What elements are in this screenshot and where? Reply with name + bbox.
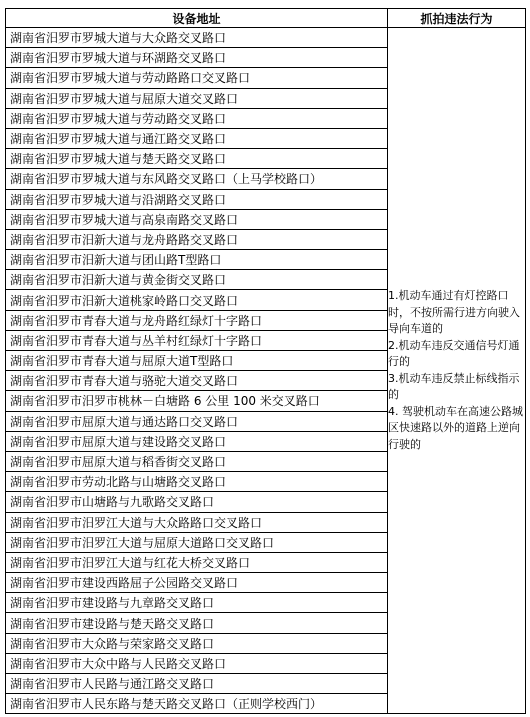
location-cell: 湖南省汨罗市汨罗市桃林－白塘路 6 公里 100 米交叉路口 xyxy=(6,391,388,411)
violation-behaviors-cell xyxy=(388,28,526,714)
table-row xyxy=(6,28,526,48)
location-cell: 湖南省汨罗市罗城大道与环湖路交叉路口 xyxy=(6,48,388,68)
violation-behavior-item: 2.机动车违反交通信号灯通行的 xyxy=(388,338,520,369)
location-cell: 湖南省汨罗市屈原大道与通达路口交叉路口 xyxy=(6,411,388,431)
location-cell: 湖南省汨罗市汨罗江大道与屈原大道路口交叉路口 xyxy=(6,532,388,552)
location-cell: 湖南省汨罗市人民路与通江路交叉路口 xyxy=(6,674,388,694)
location-cell: 湖南省汨罗市大众中路与人民路交叉路口 xyxy=(6,653,388,673)
location-cell: 湖南省汨罗市山塘路与九歌路交叉路口 xyxy=(6,492,388,512)
location-cell: 湖南省汨罗市汨新大道与黄金街交叉路口 xyxy=(6,270,388,290)
location-cell: 湖南省汨罗市汨新大道与龙舟路路交叉路口 xyxy=(6,229,388,249)
location-cell: 湖南省汨罗市汨罗江大道与红花大桥交叉路口 xyxy=(6,552,388,572)
location-cell: 湖南省汨罗市罗城大道与沿湖路交叉路口 xyxy=(6,189,388,209)
table-header-row xyxy=(6,9,526,28)
location-cell: 湖南省汨罗市劳动北路与山塘路交叉路口 xyxy=(6,472,388,492)
location-cell: 湖南省汨罗市汨新大道桃家岭路口交叉路口 xyxy=(6,290,388,310)
location-cell: 湖南省汨罗市建设路与九章路交叉路口 xyxy=(6,593,388,613)
location-cell: 湖南省汨罗市建设西路屈子公园路交叉路口 xyxy=(6,573,388,593)
header-captured-violations: 抓拍违法行为 xyxy=(388,9,526,28)
location-cell: 湖南省汨罗市建设路与楚天路交叉路口 xyxy=(6,613,388,633)
violation-behavior-item: 4. 驾驶机动车在高速公路城区快速路以外的道路上逆向行驶的 xyxy=(388,404,523,451)
location-cell: 湖南省汨罗市屈原大道与稻香街交叉路口 xyxy=(6,451,388,471)
location-cell: 湖南省汨罗市罗城大道与劳动路交叉路口 xyxy=(6,108,388,128)
location-cell: 湖南省汨罗市罗城大道与高泉南路交叉路口 xyxy=(6,209,388,229)
violation-table xyxy=(5,8,526,714)
location-cell: 湖南省汨罗市罗城大道与大众路交叉路口 xyxy=(6,28,388,48)
location-cell: 湖南省汨罗市青春大道与丛羊村红绿灯十字路口 xyxy=(6,330,388,350)
location-cell: 湖南省汨罗市青春大道与龙舟路红绿灯十字路口 xyxy=(6,310,388,330)
location-cell: 湖南省汨罗市汨新大道与团山路T型路口 xyxy=(6,250,388,270)
location-cell: 湖南省汨罗市罗城大道与东风路交叉路口（上马学校路口） xyxy=(6,169,388,189)
location-cell: 湖南省汨罗市青春大道与屈原大道T型路口 xyxy=(6,351,388,371)
location-cell: 湖南省汨罗市罗城大道与通江路交叉路口 xyxy=(6,128,388,148)
location-cell: 湖南省汨罗市罗城大道与楚天路交叉路口 xyxy=(6,149,388,169)
location-cell: 湖南省汨罗市屈原大道与建设路交叉路口 xyxy=(6,431,388,451)
location-cell: 湖南省汨罗市汨罗江大道与大众路路口交叉路口 xyxy=(6,512,388,532)
location-cell: 湖南省汨罗市罗城大道与劳动路路口交叉路口 xyxy=(6,68,388,88)
location-cell: 湖南省汨罗市大众路与荣家路交叉路口 xyxy=(6,633,388,653)
violation-behavior-item: 1.机动车通过有灯控路口时，不按所需行进方向驶入导向车道的 xyxy=(388,289,520,336)
location-cell: 湖南省汨罗市罗城大道与屈原大道交叉路口 xyxy=(6,88,388,108)
location-cell: 湖南省汨罗市人民东路与楚天路交叉路口（正则学校西门） xyxy=(6,694,388,714)
header-device-address: 设备地址 xyxy=(6,9,388,28)
violation-behavior-item: 3.机动车违反禁止标线指示的 xyxy=(388,371,520,402)
location-cell: 湖南省汨罗市青春大道与骆驼大道交叉路口 xyxy=(6,371,388,391)
